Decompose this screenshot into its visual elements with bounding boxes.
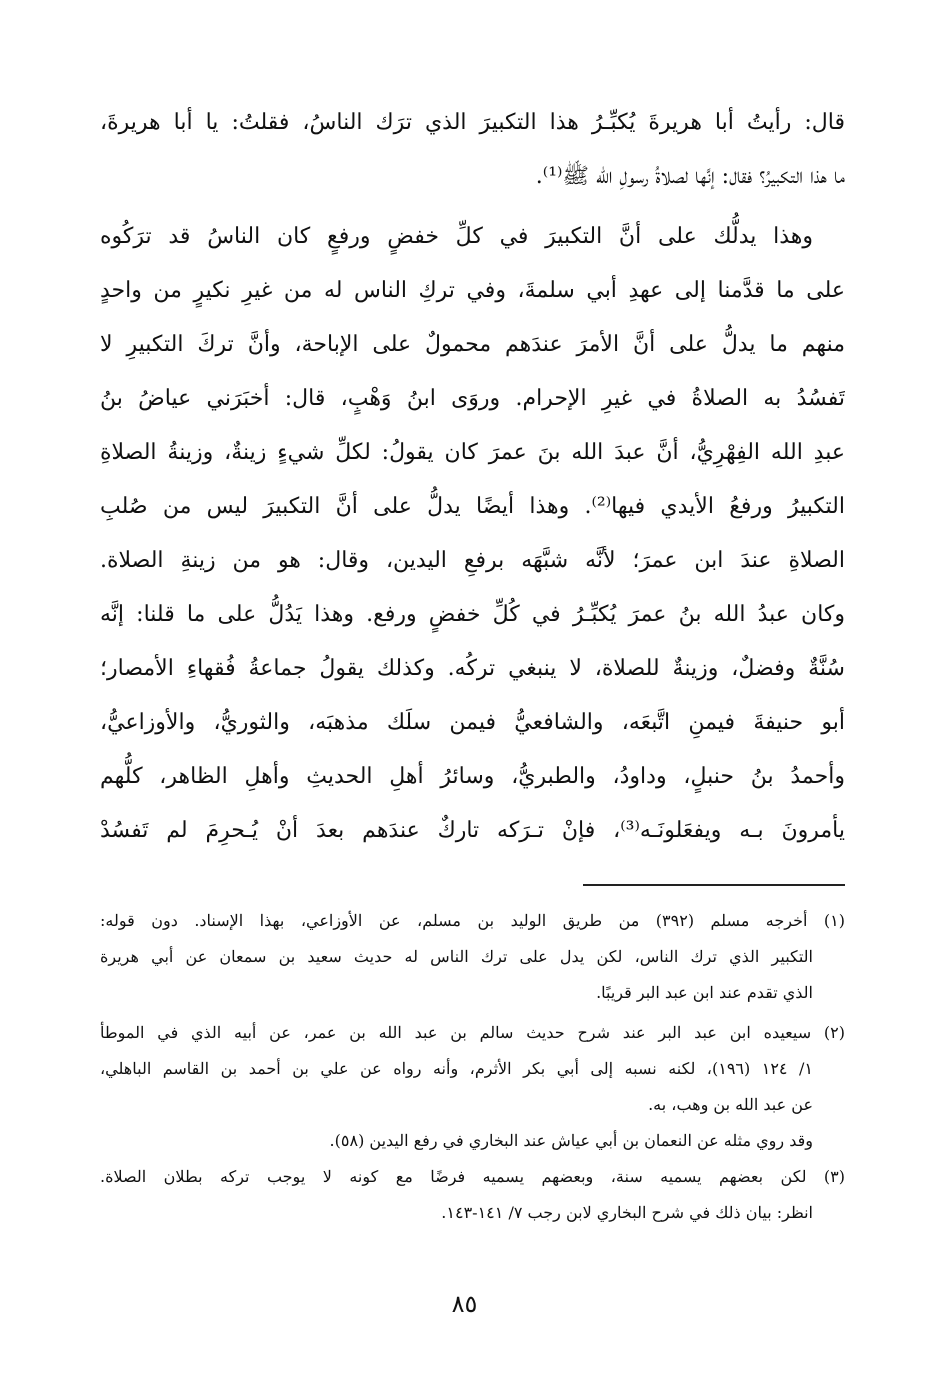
footnote-line: التكبير الذي ترك الناس، لكن يدل على ترك الناس له حديث سعيد بن سمعان عن أبي هريرة [100, 947, 813, 966]
footnote-line: (٣) لكن بعضهم يسميه سنة، وبعضهم يسميه فرضًا مع كونه لا يوجب تركه بطلان الصلاة. [100, 1167, 845, 1186]
footnote-line: عن عبد الله بن وهب، به. [648, 1095, 813, 1114]
footnote-line: (٢) سيعيده ابن عبد البر عند شرح حديث سالم بن عبد الله بن عمر، عن أبيه الذي في الموطأ [100, 1023, 845, 1042]
main-text-block [100, 96, 845, 858]
text-line: تَفسُدُ به الصلاةُ في غيرِ الإحرام. وروَى ابنُ وَهْبٍ، قال: أخبَرَني عياضُ بنُ [100, 386, 845, 411]
paragraph-start-line: وهذا يدلُّك على أنَّ التكبيرَ في كلِّ خفضٍ ورفعٍ كان الناسُ قد ترَكُوه [100, 224, 813, 249]
text-line: الصلاةِ عندَ ابن عمرَ؛ لأنَّه شبَّهَه برفعِ اليدين، وقال: هو من زينةِ الصلاة. [100, 548, 845, 573]
footnote-2 [100, 1015, 845, 1159]
footnote-line: وقد روي مثله عن النعمان بن أبي عياش عند البخاري في رفع اليدين (٥٨). [329, 1131, 813, 1150]
page-number: ٨٥ [451, 1290, 478, 1318]
footnote-line: انظر: بيان ذلك في شرح البخاري لابن رجب ٧/ ١٤١-١٤٣. [441, 1203, 813, 1222]
text-line: على ما قدَّمنا إلى عهدِ أبي سلمةَ، وفي تركِ الناس له من غيرِ نكيرٍ من واحدٍ [100, 278, 845, 303]
text-line: منهم ما يدلُّ على أنَّ الأمرَ عندَهم محمولٌ على الإباحة، وأنَّ تركَ التكبيرِ لا [100, 332, 845, 357]
footnotes-block [100, 903, 845, 1231]
footnote-line: الذي تقدم عند ابن عبد البر قريبًا. [596, 983, 813, 1002]
footnote-separator [583, 884, 845, 886]
text-line: قال: رأيتُ أبا هريرةَ يُكبِّـرُ هذا التكبيرَ الذي ترَك الناسُ، فقلتُ: يا أبا هريرةَ، [100, 110, 845, 135]
footnote-line: ١/ ١٢٤ (١٩٦)، لكنه نسبه إلى أبي بكر الأثرم، وأنه رواه عن علي بن أحمد بن القاسم الباهلي، [100, 1059, 813, 1078]
text-line: وكان عبدُ الله بنُ عمرَ يُكبِّـرُ في كُلِّ خفضٍ ورفع. وهذا يَدُلُّ على ما قلنا: إنَّه [100, 602, 845, 627]
text-line: التكبيرُ ورفعُ الأيدي فيها⁽²⁾. وهذا أيضًا يدلُّ على أنَّ التكبيرَ ليس من صُلبِ [100, 494, 845, 519]
text-line: أبو حنيفةَ فيمنِ اتَّبعَه، والشافعيُّ فيمن سلَك مذهبَه، والثوريُّ، والأوزاعيُّ، [100, 710, 845, 735]
footnote-line: (١) أخرجه مسلم (٣٩٢) من طريق الوليد بن مسلم، عن الأوزاعي، بهذا الإسناد. دون قوله: [100, 911, 845, 930]
text-line: يأمرونَ بـه ويفعَلونَـه⁽³⁾، فإنْ تـرَكه تاركٌ عندَهم بعدَ أنْ يُـحرِمَ لم تَفسُدْ [100, 818, 845, 843]
text-line: ما هذا التكبيرُ؟ فقال: إنَّها لصلاةُ رسولِ الله ﷺ⁽¹⁾. [535, 164, 845, 189]
footnote-1 [100, 903, 845, 1011]
text-line: وأحمدُ بنُ حنبلٍ، وداودُ، والطبريُّ، وسائرُ أهلِ الحديثِ وأهلِ الظاهر، كلُّهم [100, 764, 845, 789]
text-line: عبدِ الله الفِهْرِيُّ، أنَّ عبدَ الله بنَ عمرَ كان يقولُ: لكلِّ شيءٍ زينةٌ، وزينةُ الصلاةِ [100, 440, 845, 465]
footnote-3 [100, 1159, 845, 1231]
text-line: سُنَّةٌ وفضلٌ، وزينةٌ للصلاة، لا ينبغي تركُه. وكذلك يقولُ جماعةُ فُقهاءِ الأمصار؛ [100, 656, 845, 681]
